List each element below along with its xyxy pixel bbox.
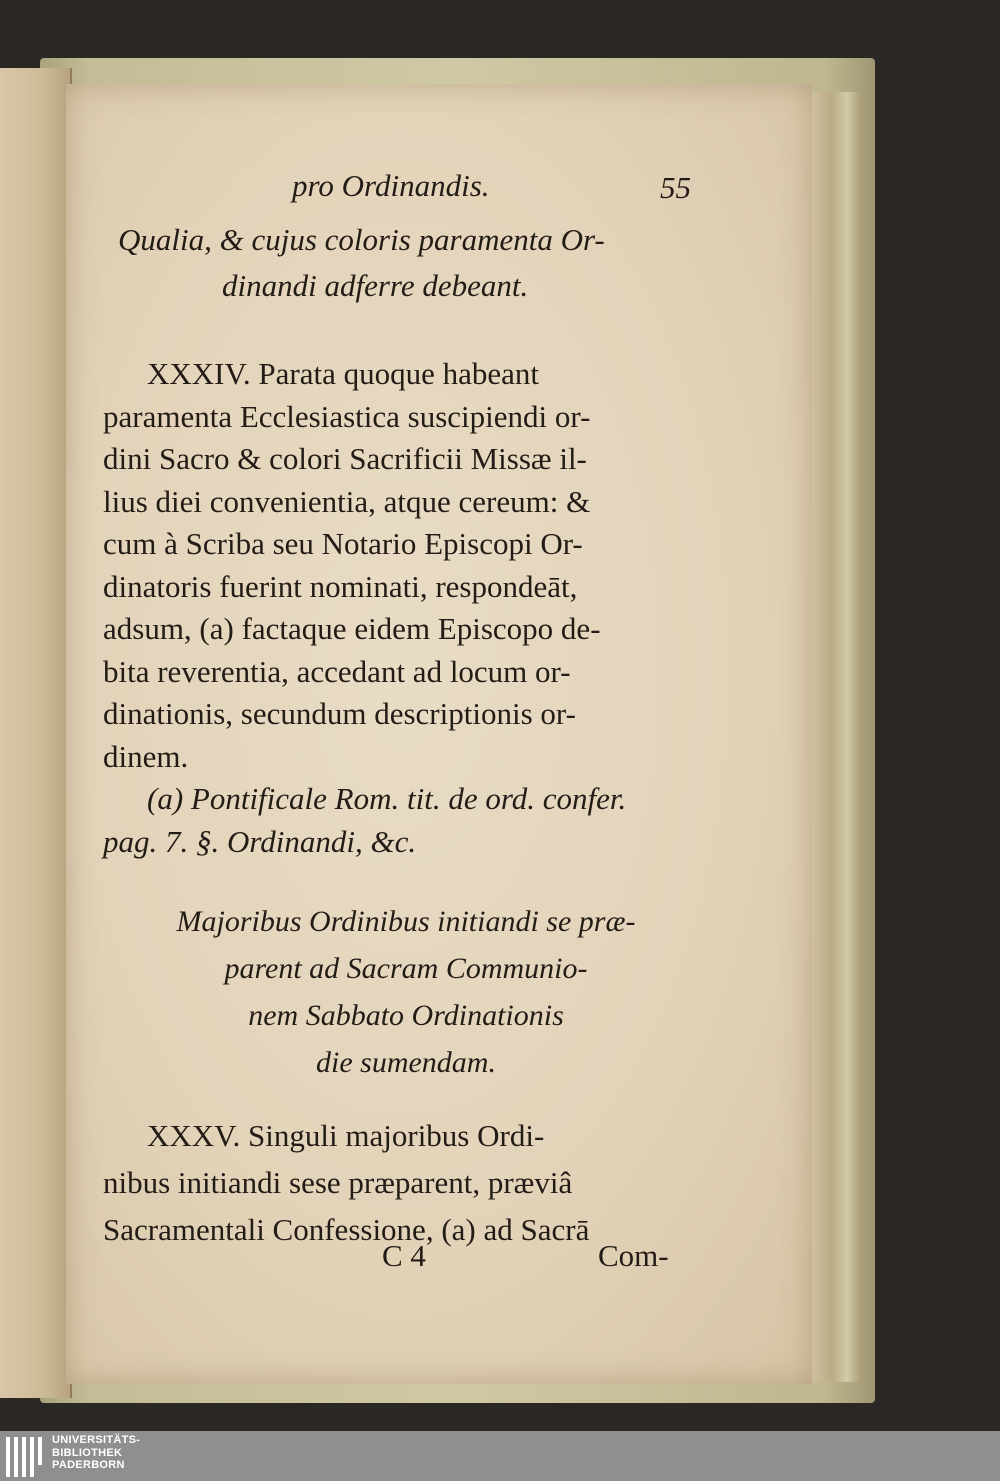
text-line: adsum, (a) factaque eidem Episcopo de- [103,611,601,646]
text-line: XXXIV. Parata quoque habeant [147,356,539,391]
footnote-line: pag. 7. §. Ordinandi, &c. [103,823,417,859]
text-line: paramenta Ecclesiastica suscipiendi or- [103,398,591,434]
text-line: XXXV. Singuli majoribus Ordi- [147,1118,545,1153]
text-line: Sacramentali Confessione, (a) ad Sacrā [103,1212,590,1247]
logo-line: UNIVERSITÄTS- [52,1434,141,1446]
text-line: dini Sacro & colori Sacrificii Missæ il- [103,441,587,476]
text-line: cum à Scriba seu Notario Episcopi Or- [103,526,583,561]
signature-mark: C 4 [382,1238,426,1273]
library-logo-icon [6,1437,46,1477]
logo-line: PADERBORN [52,1459,125,1471]
library-footer-bar [0,1431,1000,1481]
section-title-line: die sumendam. [316,1046,496,1079]
logo-line: BIBLIOTHEK [52,1446,123,1459]
text-line: lius diei convenientia, atque cereum: & [103,483,591,519]
library-logo-text [52,1434,140,1472]
paragraph-xxxv [103,1112,589,1253]
paragraph-xxxiv [103,353,626,863]
text-line: dinatoris fuerint nominati, respondeāt, [103,568,578,604]
section-title-line: Qualia, & cujus coloris paramenta Or- [118,222,605,257]
text-line: nibus initiandi sese præparent, præviâ [103,1165,573,1200]
section-title-line: Majoribus Ordinibus initiandi se præ- [176,905,636,938]
page-number: 55 [660,170,691,205]
section-title-line: nem Sabbato Ordinationis [248,999,564,1032]
facing-page-edge [0,68,72,1398]
section-title-line: dinandi adferre debeant. [222,268,529,303]
footnote-line: (a) Pontificale Rom. tit. de ord. confer. [147,781,627,816]
section-title-line: parent ad Sacram Communio- [224,952,588,985]
text-line: bita reverentia, accedant ad locum or- [103,653,571,689]
page-stack-edge [812,92,862,1382]
section-title-2 [0,898,812,1086]
running-header: pro Ordinandis. [292,168,490,203]
text-line: dinem. [103,738,189,774]
text-line: dinationis, secundum descriptionis or- [103,696,576,731]
catchword: Com- [598,1238,669,1273]
